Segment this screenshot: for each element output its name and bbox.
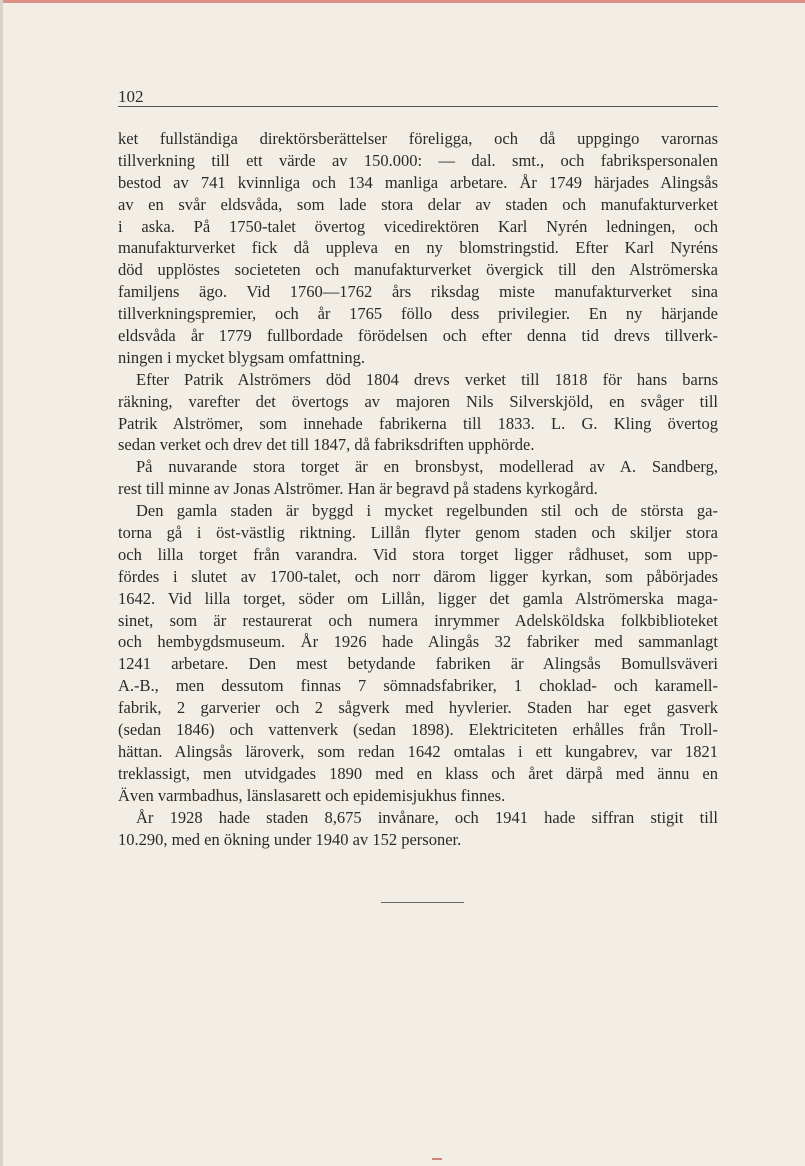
text-line: hättan. Alingsås läroverk, som redan 1642 omtalas i ett kungabrev, var 1821	[118, 741, 718, 761]
text-line: På nuvarande stora torget är en bronsbyst, modellerad av A. Sandberg,	[136, 457, 718, 477]
page-left-edge	[0, 0, 3, 1166]
text-line: 1642. Vid lilla torget, söder om Lillån, ligger det gamla Alströmerska maga-	[118, 588, 718, 608]
text-line: rest till minne av Jonas Alströmer. Han är begravd på stadens kyrkogård.	[118, 479, 598, 499]
text-line: Efter Patrik Alströmers död 1804 drevs verket till 1818 för hans barns	[136, 369, 718, 389]
text-line: ket fullständiga direktörsberättelser föreligga, och då uppgingo varornas	[118, 129, 718, 148]
text-line: 10.290, med en ökning under 1940 av 152 personer.	[118, 829, 462, 849]
text-line: död upplöstes societeten och manufakturverket övergick till den Alströmerska	[118, 260, 718, 280]
text-line: Den gamla staden är byggd i mycket regelbunden stil och de största ga-	[136, 501, 718, 521]
text-line: familjens ägo. Vid 1760—1762 års riksdag miste manufakturverket sina	[118, 282, 718, 302]
text-line: eldsvåda år 1779 fullbordade förödelsen och efter denna tid drevs tillverk-	[118, 326, 718, 346]
text-line: Patrik Alströmer, som innehade fabrikerna till 1833. L. G. Kling övertog	[118, 413, 718, 433]
end-rule	[381, 902, 464, 903]
text-line: räkning, varefter det övertogs av majoren Nils Silverskjöld, en svåger till	[118, 391, 718, 411]
text-line: ningen i mycket blygsam omfattning.	[118, 347, 366, 367]
text-line: manufakturverket fick då uppleva en ny blomstringstid. Efter Karl Nyréns	[118, 238, 718, 258]
bottom-edge-mark	[432, 1158, 442, 1160]
text-line: och lilla torget från varandra. Vid stora torget ligger rådhuset, som upp-	[118, 544, 718, 564]
text-line: tillverkning till ett värde av 150.000: — dal. smt., och fabrikspersonalen	[118, 150, 718, 170]
text-line: 1241 arbetare. Den mest betydande fabriken är Alingsås Bomullsväveri	[118, 654, 718, 674]
text-line: i aska. På 1750-talet övertog vicedirektören Karl Nyrén ledningen, och	[118, 216, 718, 236]
text-line: bestod av 741 kvinnliga och 134 manliga arbetare. År 1749 härjades Alingsås	[118, 172, 718, 192]
text-line: och hembygdsmuseum. År 1926 hade Alingås 32 fabriker med sammanlagt	[118, 632, 718, 652]
text-line: fabrik, 2 garverier och 2 sågverk med hyvlerier. Staden har eget gasverk	[118, 698, 718, 718]
text-line: (sedan 1846) och vattenverk (sedan 1898). Elektriciteten erhålles från Troll-	[118, 720, 718, 740]
body-text	[118, 128, 718, 850]
page-top-edge	[0, 0, 805, 3]
text-line: sedan verket och drev det till 1847, då fabriksdriften upphörde.	[118, 435, 535, 455]
header-rule	[118, 106, 718, 107]
text-line: treklassigt, men utvidgades 1890 med en klass och året därpå med ännu en	[118, 763, 718, 783]
text-line: torna gå i öst-västlig riktning. Lillån flyter genom staden och skiljer stora	[118, 523, 718, 543]
text-line: År 1928 hade staden 8,675 invånare, och 1941 hade siffran stigit till	[136, 807, 718, 827]
text-line: av en svår eldsvåda, som lade stora delar av staden och manufakturverket	[118, 194, 718, 214]
text-line: A.-B., men dessutom finnas 7 sömnadsfabriker, 1 choklad- och karamell-	[118, 676, 718, 696]
text-line: tillverkningspremier, och år 1765 föllo dess privilegier. En ny härjande	[118, 304, 718, 324]
text-line: Även varmbadhus, länslasarett och epidemisjukhus finnes.	[118, 785, 506, 805]
text-line: fördes i slutet av 1700-talet, och norr därom ligger kyrkan, som påbörjades	[118, 566, 718, 586]
text-line: sinet, som är restaurerat och numera inrymmer Adelsköldska folkbiblioteket	[118, 610, 718, 630]
page-number: 102	[118, 87, 144, 106]
